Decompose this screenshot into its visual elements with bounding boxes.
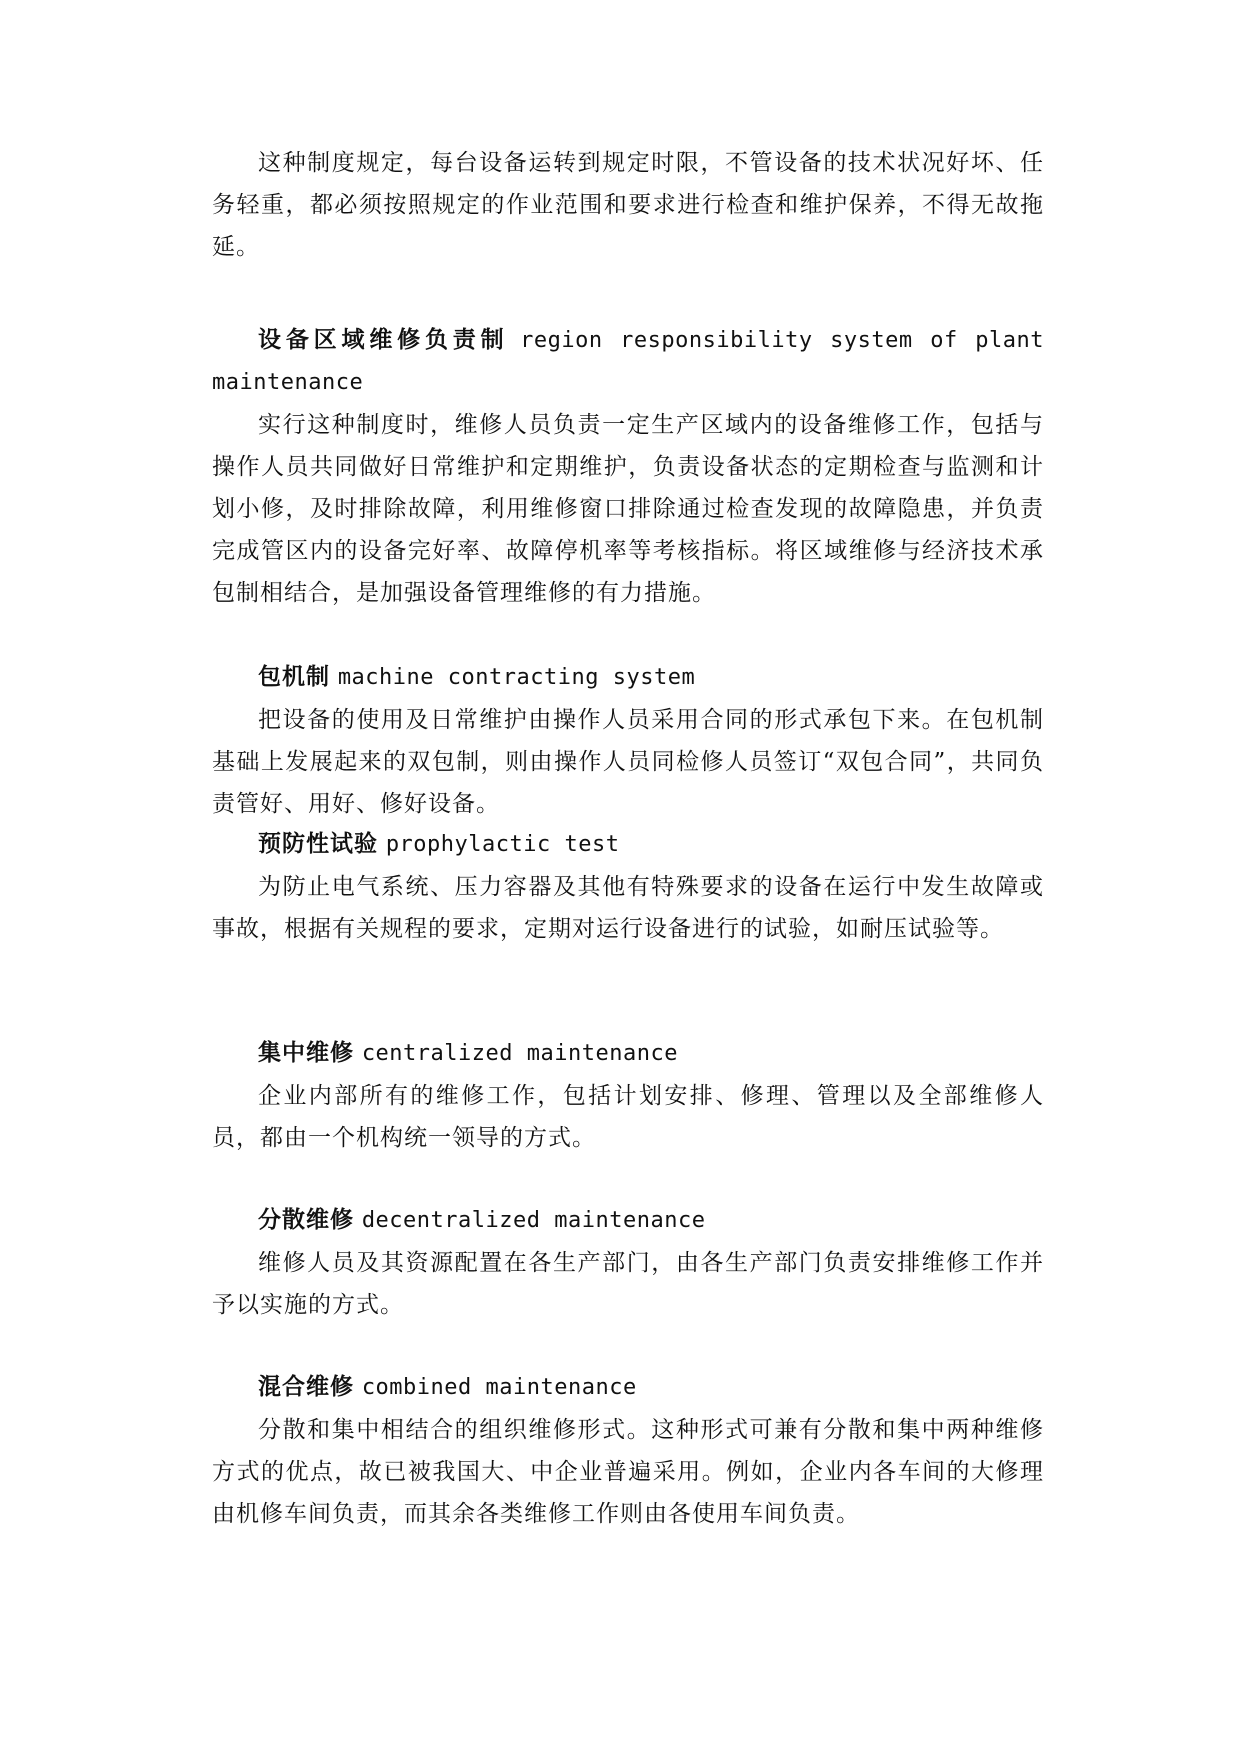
intro-section: [212, 142, 1044, 268]
intro-paragraph: 这种制度规定，每台设备运转到规定时限，不管设备的技术状况好坏、任务轻重，都必须按照规定的作业范围和要求进行检查和维护保养，不得无故拖延。: [212, 150, 1044, 260]
prophylactic-term-en: prophylactic test: [385, 832, 620, 857]
region-term-line1: [212, 319, 1044, 362]
centralized-term-heading: [212, 1032, 1044, 1075]
decentralized-paragraph: 维修人员及其资源配置在各生产部门，由各生产部门负责安排维修工作并予以实施的方式。: [212, 1250, 1044, 1318]
combined-term-heading: [212, 1366, 1044, 1409]
machine-term-cn: 包机制: [258, 664, 330, 690]
region-term-en-line1: region responsibility system of plant: [520, 328, 1044, 353]
combined-section: [212, 1366, 1044, 1535]
prophylactic-paragraph: 为防止电气系统、压力容器及其他有特殊要求的设备在运行中发生故障或事故，根据有关规程的要求，定期对运行设备进行的试验，如耐压试验等。: [212, 874, 1044, 942]
centralized-paragraph: 企业内部所有的维修工作，包括计划安排、修理、管理以及全部维修人员，都由一个机构统一领导的方式。: [212, 1083, 1044, 1151]
centralized-term-cn: 集中维修: [258, 1040, 354, 1066]
prophylactic-term-cn: 预防性试验: [258, 831, 378, 857]
machine-term-en: machine contracting system: [337, 665, 696, 690]
region-paragraph: 实行这种制度时，维修人员负责一定生产区域内的设备维修工作，包括与操作人员共同做好日常维护和定期维护，负责设备状态的定期检查与监测和计划小修，及时排除故障，利用维修窗口排除通过检查发现的故障隐患，并负责完成管区内的设备完好率、故障停机率等考核指标。将区域维修与经济技术承包制相结合，是加强设备管理维修的有力措施。: [212, 412, 1044, 606]
decentralized-term-cn: 分散维修: [258, 1207, 354, 1233]
combined-paragraph: 分散和集中相结合的组织维修形式。这种形式可兼有分散和集中两种维修方式的优点，故已被我国大、中企业普遍采用。例如，企业内各车间的大修理由机修车间负责，而其余各类维修工作则由各使用车间负责。: [212, 1417, 1044, 1527]
combined-term-en: combined maintenance: [361, 1375, 637, 1400]
region-term-en-line2: maintenance: [212, 370, 364, 395]
decentralized-section: [212, 1199, 1044, 1326]
machine-paragraph: 把设备的使用及日常维护由操作人员采用合同的形式承包下来。在包机制基础上发展起来的双包制，则由操作人员同检修人员签订“双包合同”，共同负责管好、用好、修好设备。: [212, 707, 1044, 817]
machine-term-heading: [212, 656, 1044, 699]
prophylactic-section: [212, 823, 1044, 950]
region-section: [212, 319, 1044, 614]
decentralized-term-en: decentralized maintenance: [361, 1208, 706, 1233]
combined-term-cn: 混合维修: [258, 1374, 354, 1400]
region-term-heading: [212, 319, 1044, 404]
prophylactic-term-heading: [212, 823, 1044, 866]
region-term-cn: 设备区域维修负责制: [258, 327, 509, 353]
decentralized-term-heading: [212, 1199, 1044, 1242]
machine-section: [212, 656, 1044, 825]
centralized-term-en: centralized maintenance: [361, 1041, 678, 1066]
centralized-section: [212, 1032, 1044, 1159]
